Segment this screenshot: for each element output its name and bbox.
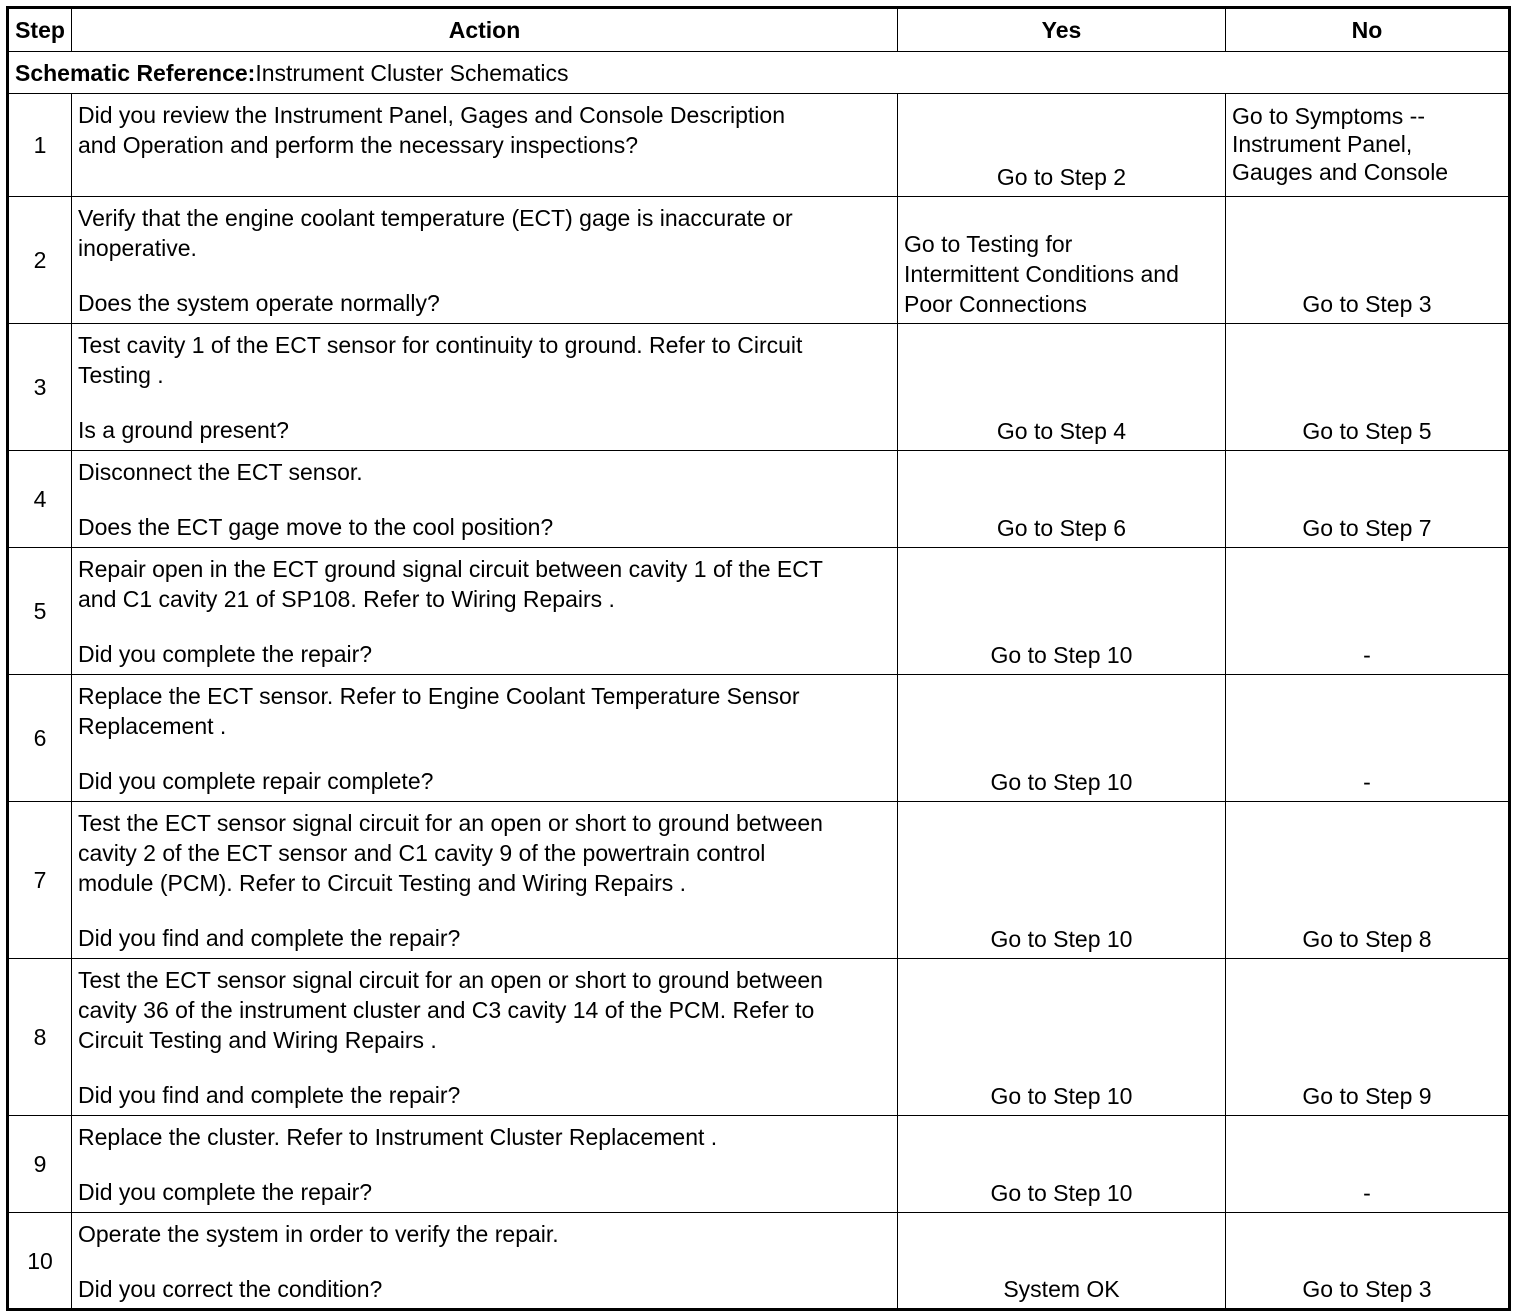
action-question: Did you complete the repair? bbox=[78, 641, 373, 667]
action-text: Replace the ECT sensor. Refer to Engine Coolant Temperature Sensor bbox=[78, 683, 800, 709]
step-number: 8 bbox=[8, 959, 72, 1116]
table-row bbox=[8, 1213, 1510, 1310]
step-number: 5 bbox=[8, 548, 72, 675]
yes-result: System OK bbox=[898, 1213, 1226, 1310]
step-number: 4 bbox=[8, 451, 72, 548]
action-text: inoperative. bbox=[78, 235, 197, 261]
action-cell bbox=[72, 324, 898, 451]
yes-result[interactable]: Go to Step 4 bbox=[898, 324, 1226, 451]
no-result-line: Gauges and Console bbox=[1232, 159, 1449, 185]
action-question: Does the system operate normally? bbox=[78, 290, 440, 316]
yes-result-line: Poor Connections bbox=[904, 291, 1087, 317]
header-action: Action bbox=[72, 8, 898, 52]
no-result[interactable]: Go to Step 3 bbox=[1226, 1213, 1510, 1310]
schematic-reference bbox=[8, 52, 1510, 94]
action-cell bbox=[72, 675, 898, 802]
table-row bbox=[8, 548, 1510, 675]
step-number: 1 bbox=[8, 94, 72, 197]
table-row bbox=[8, 197, 1510, 324]
step-number: 2 bbox=[8, 197, 72, 324]
action-question: Did you complete repair complete? bbox=[78, 768, 434, 794]
no-result[interactable]: Go to Step 9 bbox=[1226, 959, 1510, 1116]
step-number: 10 bbox=[8, 1213, 72, 1310]
diagnostic-table bbox=[6, 6, 1511, 1311]
action-text: and C1 cavity 21 of SP108. Refer to Wiring Repairs . bbox=[78, 586, 615, 612]
action-cell bbox=[72, 94, 898, 197]
action-cell bbox=[72, 451, 898, 548]
yes-result[interactable]: Go to Step 10 bbox=[898, 675, 1226, 802]
yes-result[interactable]: Go to Step 10 bbox=[898, 959, 1226, 1116]
no-result[interactable]: Go to Step 8 bbox=[1226, 802, 1510, 959]
action-text: Operate the system in order to verify the repair. bbox=[78, 1221, 559, 1247]
no-result: - bbox=[1226, 1116, 1510, 1213]
action-text: Circuit Testing and Wiring Repairs . bbox=[78, 1027, 437, 1053]
action-question: Does the ECT gage move to the cool position? bbox=[78, 514, 554, 540]
action-text: Test the ECT sensor signal circuit for an open or short to ground between bbox=[78, 967, 823, 993]
table-row bbox=[8, 802, 1510, 959]
table-row bbox=[8, 1116, 1510, 1213]
action-text: Replace the cluster. Refer to Instrument Cluster Replacement . bbox=[78, 1124, 718, 1150]
action-question: Did you find and complete the repair? bbox=[78, 1082, 461, 1108]
step-number: 9 bbox=[8, 1116, 72, 1213]
no-result: - bbox=[1226, 675, 1510, 802]
step-number: 7 bbox=[8, 802, 72, 959]
schematic-reference-row bbox=[8, 52, 1510, 94]
schematic-reference-label: Schematic Reference: bbox=[15, 59, 256, 86]
action-question: Did you complete the repair? bbox=[78, 1179, 373, 1205]
action-question: Is a ground present? bbox=[78, 417, 289, 443]
no-result[interactable]: Go to Step 3 bbox=[1226, 197, 1510, 324]
action-text: Verify that the engine coolant temperature (ECT) gage is inaccurate or bbox=[78, 205, 793, 231]
schematic-reference-link[interactable]: Instrument Cluster Schematics bbox=[255, 59, 569, 86]
yes-result[interactable]: Go to Step 10 bbox=[898, 548, 1226, 675]
yes-result[interactable]: Go to Step 10 bbox=[898, 1116, 1226, 1213]
yes-result[interactable]: Go to Step 6 bbox=[898, 451, 1226, 548]
table-row bbox=[8, 94, 1510, 197]
no-result: - bbox=[1226, 548, 1510, 675]
action-text: Test the ECT sensor signal circuit for an open or short to ground between bbox=[78, 810, 823, 836]
action-cell bbox=[72, 1213, 898, 1310]
action-cell bbox=[72, 548, 898, 675]
table-row bbox=[8, 451, 1510, 548]
yes-result[interactable]: Go to Step 10 bbox=[898, 802, 1226, 959]
action-cell bbox=[72, 802, 898, 959]
action-text: cavity 2 of the ECT sensor and C1 cavity 9 of the powertrain control bbox=[78, 840, 766, 866]
no-result[interactable] bbox=[1226, 94, 1510, 197]
action-text: Testing . bbox=[78, 362, 164, 388]
action-text: and Operation and perform the necessary inspections? bbox=[78, 132, 638, 158]
yes-result[interactable]: Go to Step 2 bbox=[898, 94, 1226, 197]
no-result[interactable]: Go to Step 5 bbox=[1226, 324, 1510, 451]
no-result-line: Instrument Panel, bbox=[1232, 131, 1413, 157]
table-row bbox=[8, 959, 1510, 1116]
header-no: No bbox=[1226, 8, 1510, 52]
action-text: cavity 36 of the instrument cluster and C3 cavity 14 of the PCM. Refer to bbox=[78, 997, 815, 1023]
action-text: Did you review the Instrument Panel, Gages and Console Description bbox=[78, 102, 785, 128]
header-row bbox=[8, 8, 1510, 52]
yes-result-line: Intermittent Conditions and bbox=[904, 261, 1179, 287]
yes-result-line: Go to Testing for bbox=[904, 231, 1073, 257]
action-text: Disconnect the ECT sensor. bbox=[78, 459, 363, 485]
header-step: Step bbox=[8, 8, 72, 52]
action-cell bbox=[72, 959, 898, 1116]
action-question: Did you find and complete the repair? bbox=[78, 925, 461, 951]
action-text: module (PCM). Refer to Circuit Testing and Wiring Repairs . bbox=[78, 870, 687, 896]
table-row bbox=[8, 675, 1510, 802]
action-text: Test cavity 1 of the ECT sensor for continuity to ground. Refer to Circuit bbox=[78, 332, 803, 358]
action-cell bbox=[72, 1116, 898, 1213]
action-cell bbox=[72, 197, 898, 324]
yes-result[interactable] bbox=[898, 197, 1226, 324]
step-number: 3 bbox=[8, 324, 72, 451]
action-text: Replacement . bbox=[78, 713, 227, 739]
action-question: Did you correct the condition? bbox=[78, 1276, 383, 1302]
no-result-line: Go to Symptoms -- bbox=[1232, 103, 1425, 129]
step-number: 6 bbox=[8, 675, 72, 802]
action-text: Repair open in the ECT ground signal circuit between cavity 1 of the ECT bbox=[78, 556, 823, 582]
table-row bbox=[8, 324, 1510, 451]
header-yes: Yes bbox=[898, 8, 1226, 52]
no-result[interactable]: Go to Step 7 bbox=[1226, 451, 1510, 548]
